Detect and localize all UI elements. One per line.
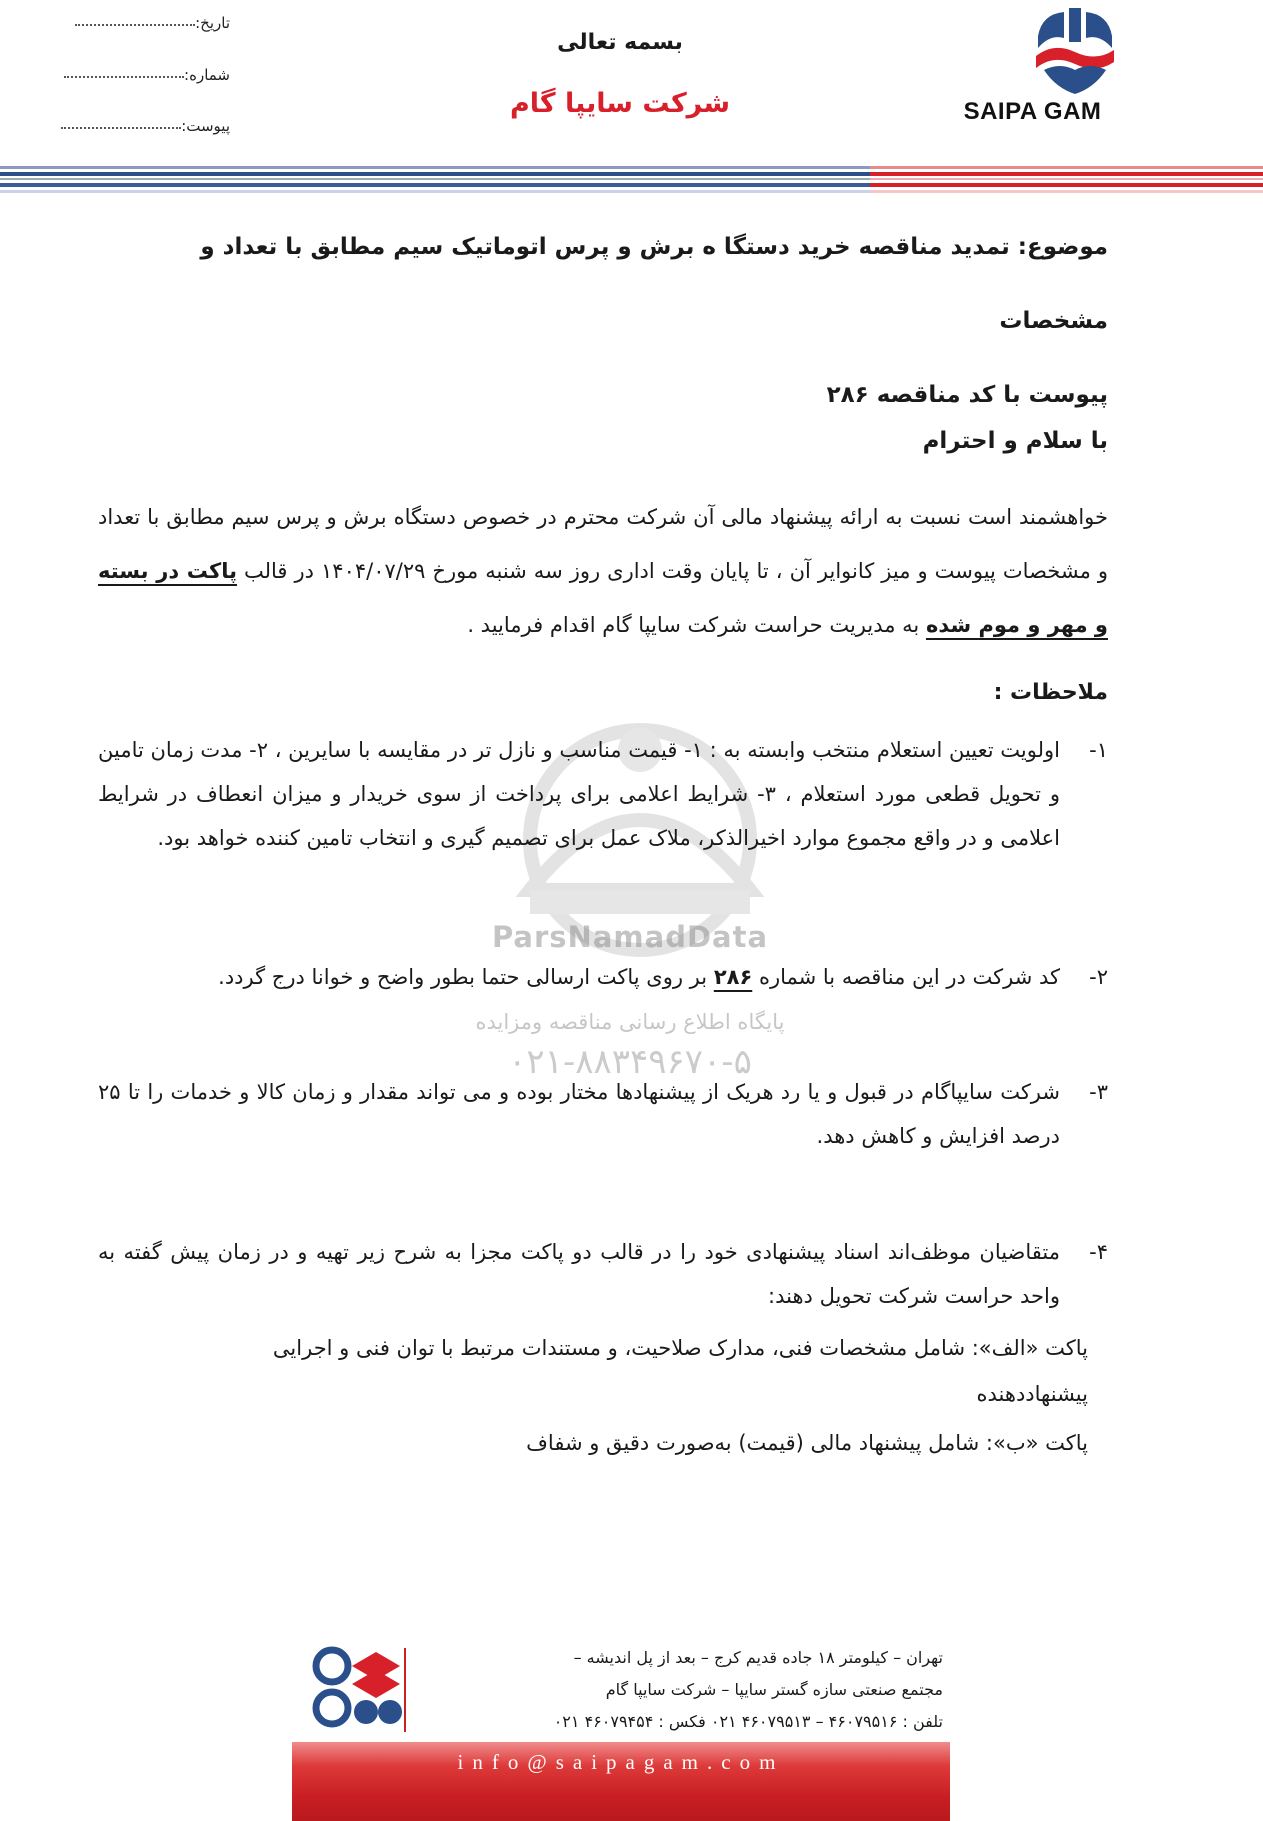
tender-code: ۲۸۶ xyxy=(713,965,753,989)
note-number: ۳- xyxy=(1089,1080,1108,1104)
note-text: شرکت سایپاگام در قبول و یا رد هریک از پیشنهادها مختار بوده و می تواند مقدار و زمان کالا و خدمات را تا ۲۵ درصد افزایش و کاهش دهد. xyxy=(98,1080,1060,1148)
note-2 xyxy=(98,955,1108,999)
brand-name: SAIPA GAM xyxy=(963,98,1102,125)
paragraph-underlined: پاکت در بسته و مهر و موم شده xyxy=(98,559,1108,637)
header-stripe xyxy=(0,164,1263,198)
watermark-title: ParsNamadData xyxy=(491,920,769,954)
notes-title: ملاحظات : xyxy=(993,680,1108,705)
number-label: شماره: xyxy=(184,66,230,84)
note-number: ۴- xyxy=(1089,1240,1108,1264)
watermark-subtitle: پایگاه اطلاع رسانی مناقصه ومزایده xyxy=(475,1010,785,1034)
company-name: شرکت سایپا گام xyxy=(509,88,731,119)
footer-address-2: مجتمع صنعتی سازه گستر سایپا – شرکت سایپا گام xyxy=(605,1680,943,1699)
note-4 xyxy=(98,1230,1108,1318)
paragraph-tail: به مدیریت حراست شرکت سایپا گام اقدام فرمایید . xyxy=(467,613,920,637)
footer-logo xyxy=(312,1646,402,1730)
saipa-gam-footer-icon xyxy=(312,1646,402,1730)
footer-phone: تلفن : ۴۶۰۷۹۵۱۶ – ۴۶۰۷۹۵۱۳ ۰۲۱ فکس : ۴۶۰۷۹۴۵۴ ۰۲۱ xyxy=(553,1712,943,1731)
date-line xyxy=(75,24,195,26)
note-number: ۱- xyxy=(1089,738,1108,762)
subject xyxy=(108,210,1108,432)
basmala: بسمه تعالی xyxy=(557,30,683,55)
footer-email: info@saipagam.com xyxy=(457,1750,785,1774)
footer-address-1: تهران – کیلومتر ۱۸ جاده قدیم کرج – بعد از پل اندیشه – xyxy=(573,1648,943,1667)
watermark-phone: ۰۲۱-۸۸۳۴۹۶۷۰-۵ xyxy=(508,1042,752,1082)
pakat-be: پاکت «ب»: شامل پیشنهاد مالی (قیمت) به‌صورت دقیق و شفاف xyxy=(526,1431,1088,1455)
number-field xyxy=(62,66,230,84)
note-3 xyxy=(98,1070,1108,1158)
attachment-label: پیوست: xyxy=(181,117,230,135)
attachment-field xyxy=(62,117,230,135)
footer-separator xyxy=(404,1648,406,1732)
saipa-logo-icon xyxy=(1030,8,1120,94)
number-line xyxy=(64,76,184,78)
paragraph-lead: خواهشمند است نسبت به ارائه پیشنهاد مالی آن شرکت محترم در خصوص دستگاه برش و پرس سیم مطابق با تعداد و مشخصات پیوست و میز کانوایر آن ، تا پایان وقت اداری روز سه شنبه مورخ ۱۴۰۴/۰۷/۲۹ در قالب xyxy=(98,505,1108,583)
subject-line-2: پیوست با کد مناقصه ۲۸۶ xyxy=(826,382,1108,408)
note-text-before: کد شرکت در این مناقصه با شماره xyxy=(758,965,1060,989)
date-label: تاریخ: xyxy=(195,14,230,32)
note-number: ۲- xyxy=(1089,965,1108,989)
greeting: با سلام و احترام xyxy=(922,428,1108,454)
saipa-gam-logo xyxy=(1030,8,1120,94)
main-paragraph xyxy=(98,490,1108,652)
note-text: متقاضیان موظف‌اند اسناد پیشنهادی خود را در قالب دو پاکت مجزا به شرح زیر تهیه و در زمان پیش گفته به واحد حراست شرکت تحویل دهند: xyxy=(98,1240,1060,1308)
note-text: اولویت تعیین استعلام منتخب وابسته به : ۱- قیمت مناسب و نازل تر در مقایسه با سایرین ، ۲- مدت زمان تامین و تحویل قطعی مورد استعلام ، ۳- شرایط اعلامی برای پرداخت از سوی خریدار و میزان انعطاف در شرایط اعلامی و در واقع مجموع موارد اخیرالذکر، ملاک عمل برای تصمیم گیری و انتخاب تامین کننده خواهد بود. xyxy=(98,738,1060,850)
attachment-line xyxy=(61,127,181,129)
note-text-after: بر روی پاکت ارسالی حتما بطور واضح و خوانا درج گردد. xyxy=(218,965,708,989)
pakat-alef: پاکت «الف»: شامل مشخصات فنی، مدارک صلاحیت، و مستندات مرتبط با توان فنی و اجرایی پیشنهاددهنده xyxy=(272,1336,1088,1406)
subject-line-1: موضوع: تمدید مناقصه خرید دستگا ه برش و پرس اتوماتیک سیم مطابق با تعداد و مشخصات xyxy=(200,234,1108,334)
date-field xyxy=(58,14,230,32)
note-1 xyxy=(98,728,1108,860)
